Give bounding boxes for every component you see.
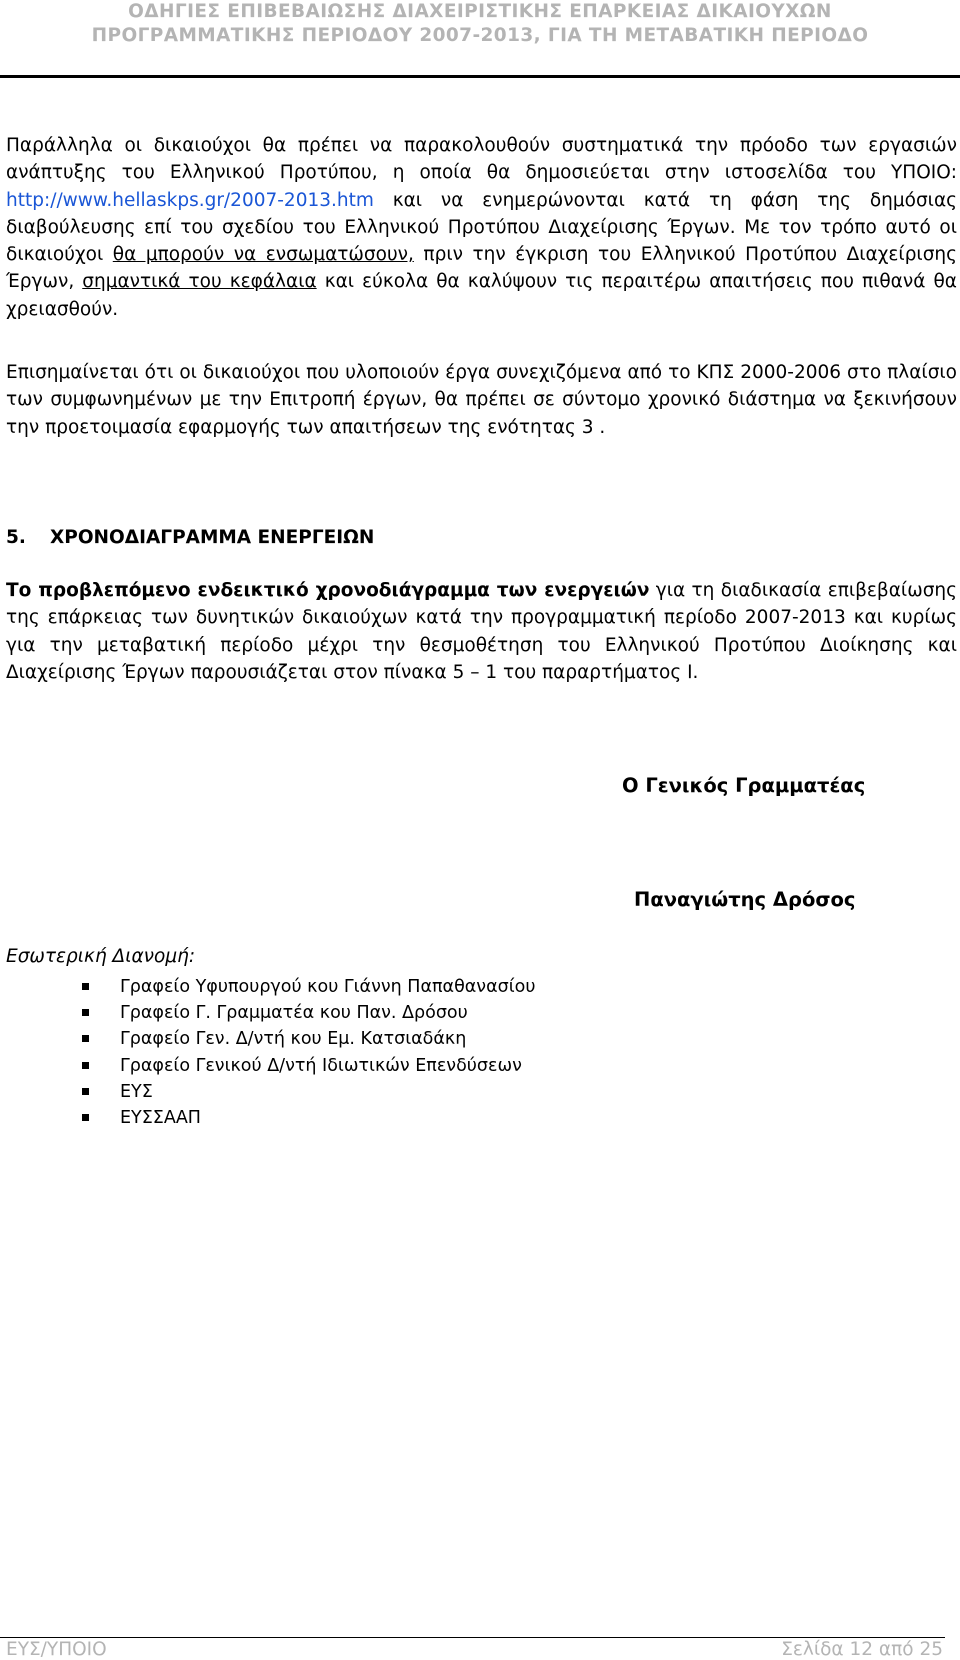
distribution-list [80, 974, 535, 1131]
list-item [80, 1079, 535, 1105]
footer-organization: ΕΥΣ/ΥΠΟΙΟ [6, 1639, 107, 1660]
list-item-label: ΕΥΣ [120, 1081, 153, 1102]
list-item [80, 974, 535, 1000]
square-bullet-icon [82, 1035, 89, 1042]
square-bullet-icon [82, 1062, 89, 1069]
header-line-2: ΠΡΟΓΡΑΜΜΑΤΙΚΗΣ ΠΕΡΙΟΔΟΥ 2007-2013, ΓΙΑ ΤΗ ΜΕΤΑΒΑΤΙΚΗ ΠΕΡΙΟΔΟ [91, 25, 869, 46]
square-bullet-icon [82, 1114, 89, 1121]
paragraph-1-middle-2: πριν την έγκριση του Ελληνικού Προτύπου Διαχείρισης Έργων, [6, 244, 958, 293]
list-item [80, 1105, 535, 1131]
paragraph-3-rest: για τη διαδικασία επιβεβαίωσης της επάρκειας των δυνητικών δικαιούχων κατά την προγραμματική περίοδο 2007-2013 και κυρίως για την μεταβατική περίοδο μέχρι την θεσμοθέτηση του Ελληνικού Προτύπου Διοίκησης και Διαχείρισης Έργων παρουσιάζεται στον πίνακα 5 – 1 του παραρτήματος Ι. [6, 580, 957, 683]
paragraph-1-middle: και να ενημερώνονται κατά τη φάση της δημόσιας διαβούλευσης επί του σχεδίου του Ελληνικού Προτύπου Διαχείρισης Έργων. Με τον τρόπο αυτό οι δικαιούχοι [6, 189, 957, 266]
list-item-label: Γραφείο Γεν. Δ/ντή κου Εμ. Κατσιαδάκη [120, 1029, 467, 1050]
section-number: 5. [6, 527, 26, 548]
signature-title: Ο Γενικός Γραμματέας [622, 774, 866, 797]
section-title: ΧΡΟΝΟΔΙΑΓΡΑΜΜΑ ΕΝΕΡΓΕΙΩΝ [50, 527, 375, 548]
paragraph-continuing-projects: Επισημαίνεται ότι οι δικαιούχοι που υλοποιούν έργα συνεχιζόμενα από το ΚΠΣ 2000-2006 στο πλαίσιο των συμφωνημένων με την Επιτροπή έργων, θα πρέπει σε σύντομο χρονικό διάστημα να ξεκινήσουν την προετοιμασία εφαρμογής των απαιτήσεων της ενότητας 3 . [6, 362, 957, 438]
distribution-label: Εσωτερική Διανομή: [6, 946, 196, 967]
paragraph-1-underline-1: θα μπορούν να ενσωματώσουν, [112, 244, 414, 266]
header-line-1: ΟΔΗΓΙΕΣ ΕΠΙΒΕΒΑΙΩΣΗΣ ΔΙΑΧΕΙΡΙΣΤΙΚΗΣ ΕΠΑΡΚΕΙΑΣ ΔΙΚΑΙΟΥΧΩΝ [128, 1, 832, 22]
list-item [80, 1000, 535, 1026]
square-bullet-icon [82, 1088, 89, 1095]
list-item-label: Γραφείο Γ. Γραμματέα κου Παν. Δρόσου [120, 1003, 468, 1024]
signature-name: Παναγιώτης Δρόσος [634, 888, 856, 911]
paragraph-1-underline-2: σημαντικά του κεφάλαια [82, 271, 317, 293]
paragraph-1-end: και εύκολα θα καλύψουν τις περαιτέρω απαιτήσεις που πιθανά θα χρειασθούν. [6, 271, 957, 320]
paragraph-3-bold: Το προβλεπόμενο ενδεικτικό χρονοδιάγραμμα των ενεργειών [6, 580, 650, 601]
paragraph-progress [6, 132, 957, 323]
list-item [80, 1026, 535, 1052]
square-bullet-icon [82, 1009, 89, 1016]
list-item [80, 1053, 535, 1079]
footer-divider [0, 1637, 945, 1638]
paragraph-1-intro: Παράλληλα οι δικαιούχοι θα πρέπει να παρακολουθούν συστηματικά την πρόοδο των εργασιών ανάπτυξης του Ελληνικού Προτύπου, η οποία θα δημοσιεύεται στην ιστοσελίδα του ΥΠΟΙΟ: [6, 135, 957, 184]
list-item-label: ΕΥΣΣΑΑΠ [120, 1108, 201, 1129]
header-divider [0, 75, 960, 78]
paragraph-timeline [6, 577, 957, 686]
list-item-label: Γραφείο Γενικού Δ/ντή Ιδιωτικών Επενδύσεων [120, 1055, 522, 1076]
section-heading [6, 526, 374, 550]
page-number: Σελίδα 12 από 25 [781, 1639, 943, 1660]
hellaskps-link[interactable]: http://www.hellaskps.gr/2007-2013.htm [6, 189, 374, 211]
list-item-label: Γραφείο Υφυπουργού κου Γιάννη Παπαθανασίου [120, 977, 536, 997]
square-bullet-icon [82, 983, 89, 990]
